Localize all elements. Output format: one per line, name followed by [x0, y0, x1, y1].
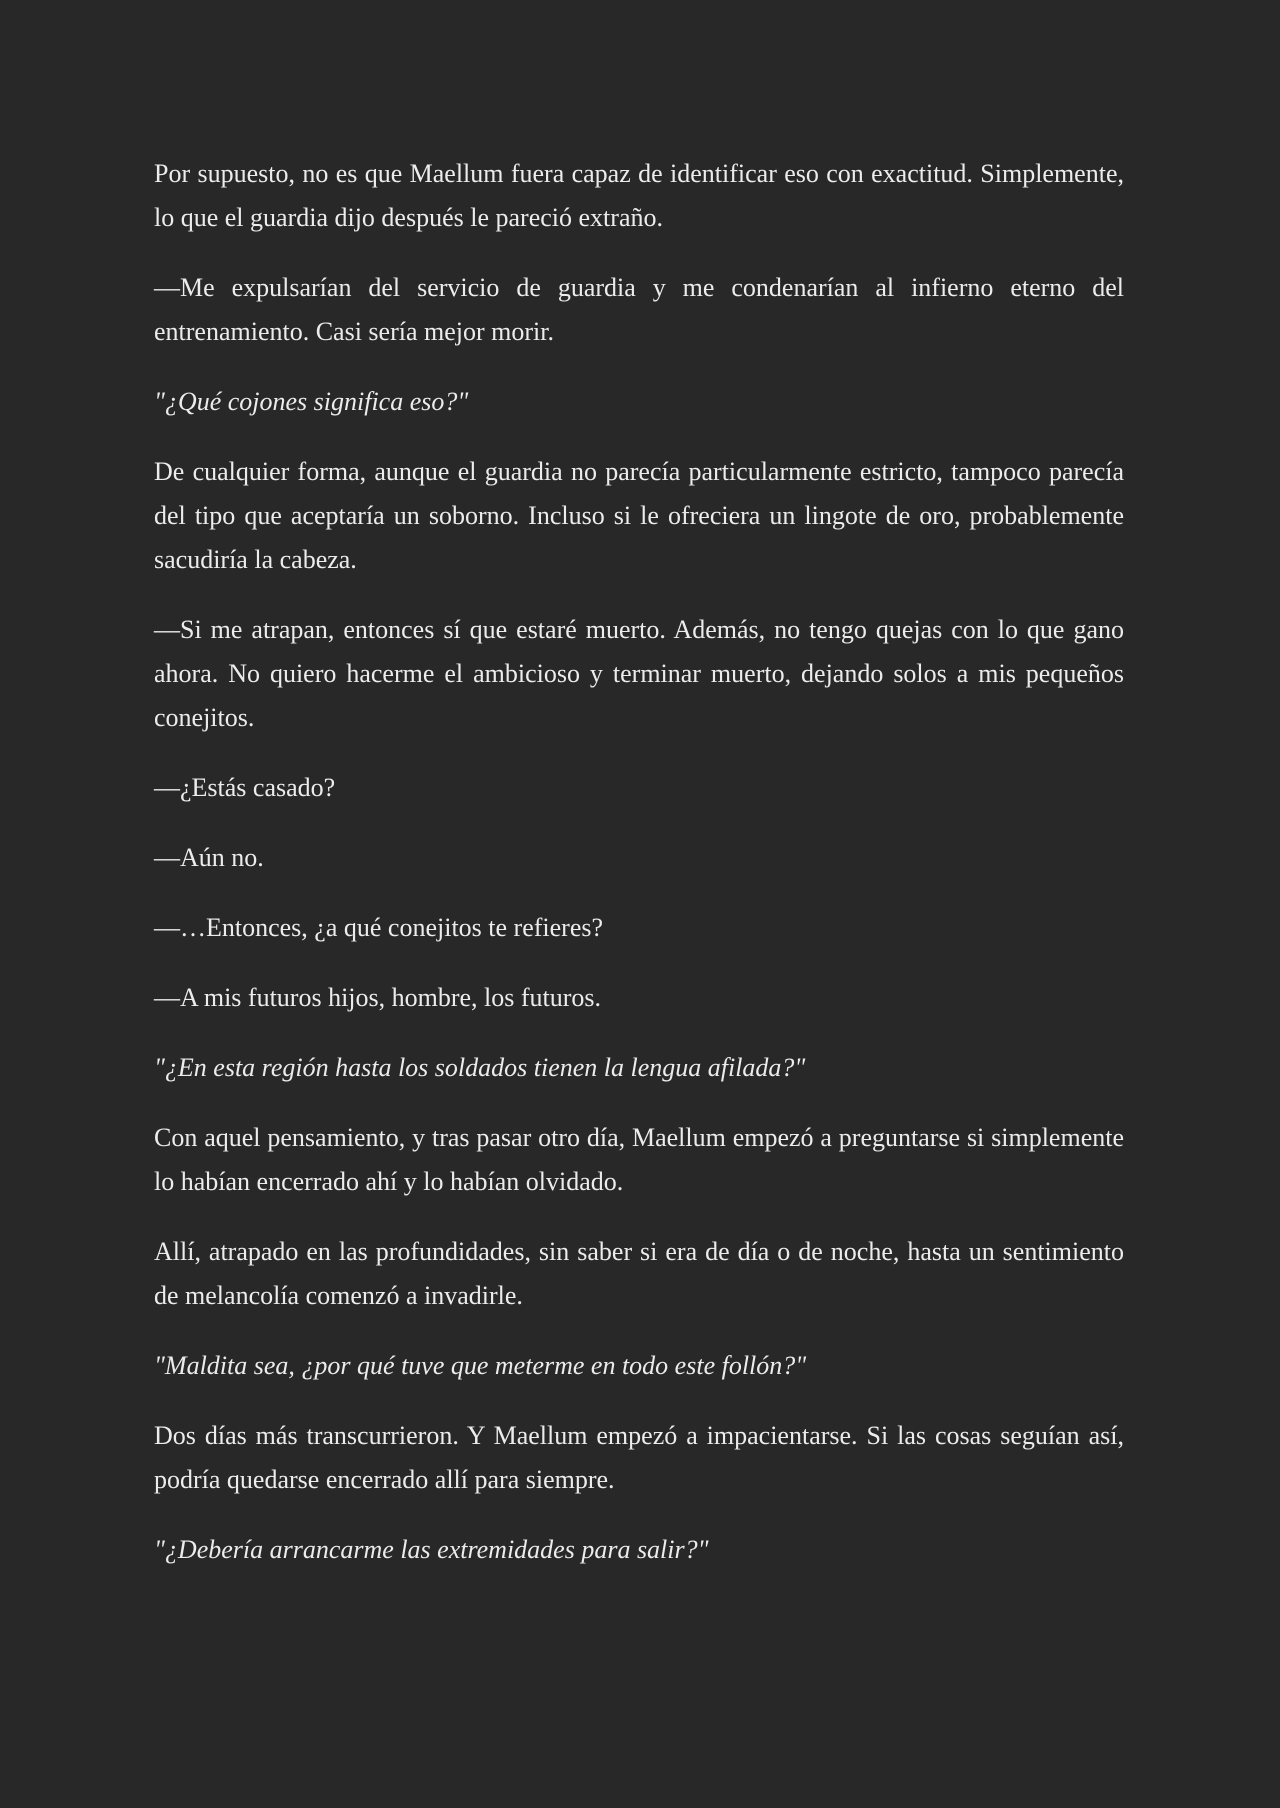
thought-paragraph: "¿En esta región hasta los soldados tienen la lengua afilada?" [154, 1053, 806, 1082]
dialogue-paragraph: —A mis futuros hijos, hombre, los futuros. [154, 983, 602, 1012]
dialogue-paragraph: —Aún no. [154, 843, 264, 872]
paragraph: Con aquel pensamiento, y tras pasar otro día, Maellum empezó a preguntarse si simplemente lo habían encerrado ahí y lo habían olvidado. [154, 1123, 1124, 1196]
reader-content [154, 152, 1124, 1598]
paragraph: Allí, atrapado en las profundidades, sin saber si era de día o de noche, hasta un sentimiento de melancolía comenzó a invadirle. [154, 1237, 1124, 1310]
dialogue-paragraph: —Si me atrapan, entonces sí que estaré muerto. Además, no tengo quejas con lo que gano ahora. No quiero hacerme el ambicioso y terminar muerto, dejando solos a mis pequeños conejitos. [154, 615, 1124, 732]
thought-paragraph: "Maldita sea, ¿por qué tuve que meterme en todo este follón?" [154, 1351, 807, 1380]
thought-paragraph: "¿Debería arrancarme las extremidades para salir?" [154, 1535, 709, 1564]
dialogue-paragraph: —…Entonces, ¿a qué conejitos te refieres? [154, 913, 604, 942]
paragraph: Dos días más transcurrieron. Y Maellum empezó a impacientarse. Si las cosas seguían así, podría quedarse encerrado allí para siempre. [154, 1421, 1124, 1494]
paragraph: Por supuesto, no es que Maellum fuera capaz de identificar eso con exactitud. Simplemente, lo que el guardia dijo después le pareció extraño. [154, 159, 1124, 232]
dialogue-paragraph: —Me expulsarían del servicio de guardia y me condenarían al infierno eterno del entrenamiento. Casi sería mejor morir. [154, 273, 1124, 346]
thought-paragraph: "¿Qué cojones significa eso?" [154, 387, 469, 416]
dialogue-paragraph: —¿Estás casado? [154, 773, 336, 802]
paragraph: De cualquier forma, aunque el guardia no parecía particularmente estricto, tampoco parecía del tipo que aceptaría un soborno. Incluso si le ofreciera un lingote de oro, probablemente sacudiría la cabeza. [154, 457, 1124, 574]
